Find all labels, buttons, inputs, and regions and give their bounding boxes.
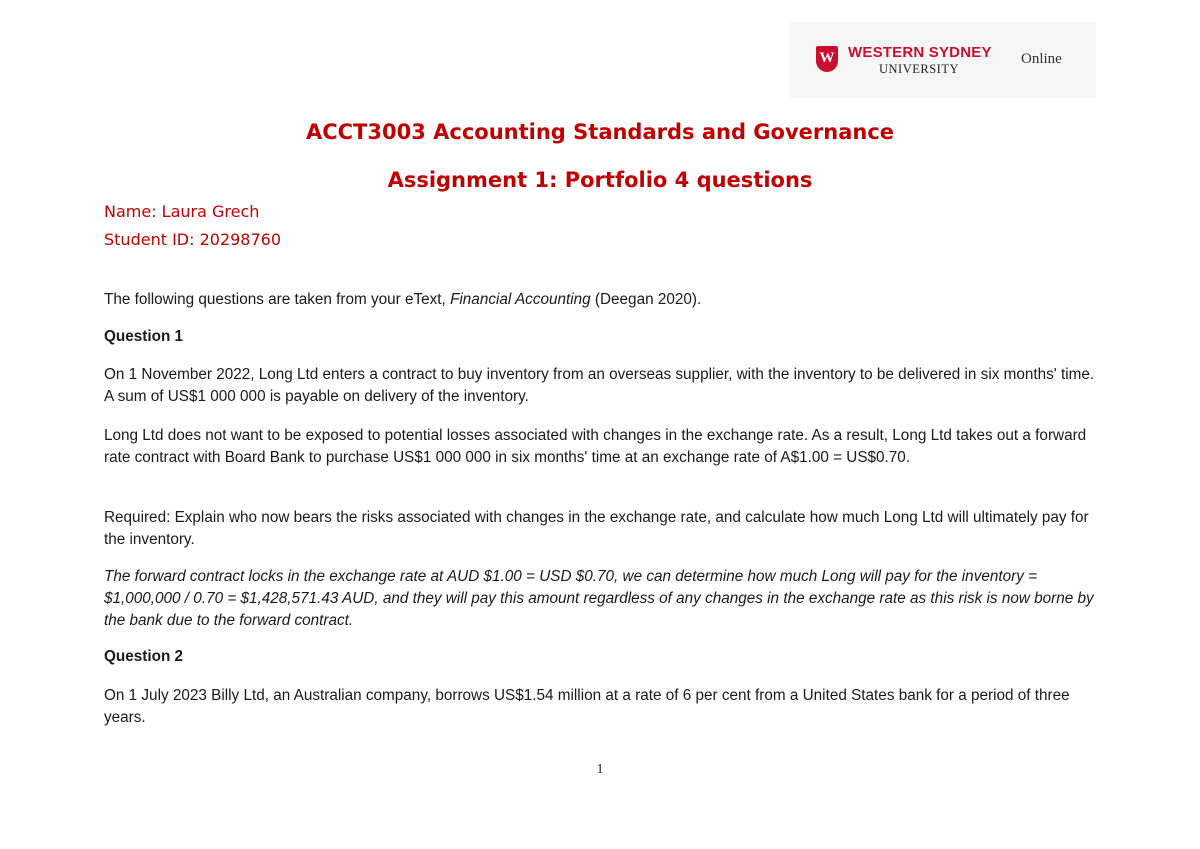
intro-book-title: Financial Accounting bbox=[450, 291, 591, 308]
logo-text-online: Online bbox=[1021, 51, 1062, 67]
student-name: Name: Laura Grech bbox=[104, 202, 260, 221]
question-2-paragraph-1: On 1 July 2023 Billy Ltd, an Australian company, borrows US$1.54 million at a rate of 6 per cent from a United States bank for a period of three years. bbox=[104, 687, 1070, 726]
shield-icon: W bbox=[816, 46, 838, 72]
question-2-heading: Question 2 bbox=[104, 648, 184, 665]
logo-text-university: UNIVERSITY bbox=[879, 62, 959, 76]
page-number: 1 bbox=[596, 762, 604, 777]
question-1-answer: The forward contract locks in the exchange rate at AUD $1.00 = USD $0.70, we can determine how much Long will pay for the inventory = $1,000,000 / 0.70 = $1,428,571.43 AUD, and they will pay this amount regardless of any changes in the exchange rate as this risk is now borne by the bank due to the forward contract. bbox=[104, 568, 1094, 629]
intro-text-before: The following questions are taken from your eText, bbox=[104, 291, 451, 308]
question-1-heading: Question 1 bbox=[104, 328, 184, 345]
question-1-paragraph-1: On 1 November 2022, Long Ltd enters a contract to buy inventory from an overseas supplier, with the inventory to be delivered in six months' time. A sum of US$1 000 000 is payable on delivery of the inventory. bbox=[104, 366, 1095, 405]
intro-text-after: (Deegan 2020). bbox=[590, 291, 702, 308]
course-title: ACCT3003 Accounting Standards and Governance bbox=[305, 120, 895, 144]
student-id: Student ID: 20298760 bbox=[104, 230, 282, 249]
question-1-paragraph-2: Long Ltd does not want to be exposed to potential losses associated with changes in the exchange rate. As a result, Long Ltd takes out a forward rate contract with Board Bank to purchase US$1 000 000 in six months' time at an exchange rate of A$1.00 = US$0.70. bbox=[104, 427, 1087, 466]
assignment-title: Assignment 1: Portfolio 4 questions bbox=[387, 168, 813, 192]
question-1-required: Required: Explain who now bears the risks associated with changes in the exchange rate, and calculate how much Long Ltd will ultimately pay for the inventory. bbox=[104, 509, 1089, 548]
intro-paragraph bbox=[104, 289, 1096, 311]
university-logo bbox=[790, 22, 1096, 98]
logo-text-western-sydney: WESTERN SYDNEY bbox=[848, 44, 992, 61]
